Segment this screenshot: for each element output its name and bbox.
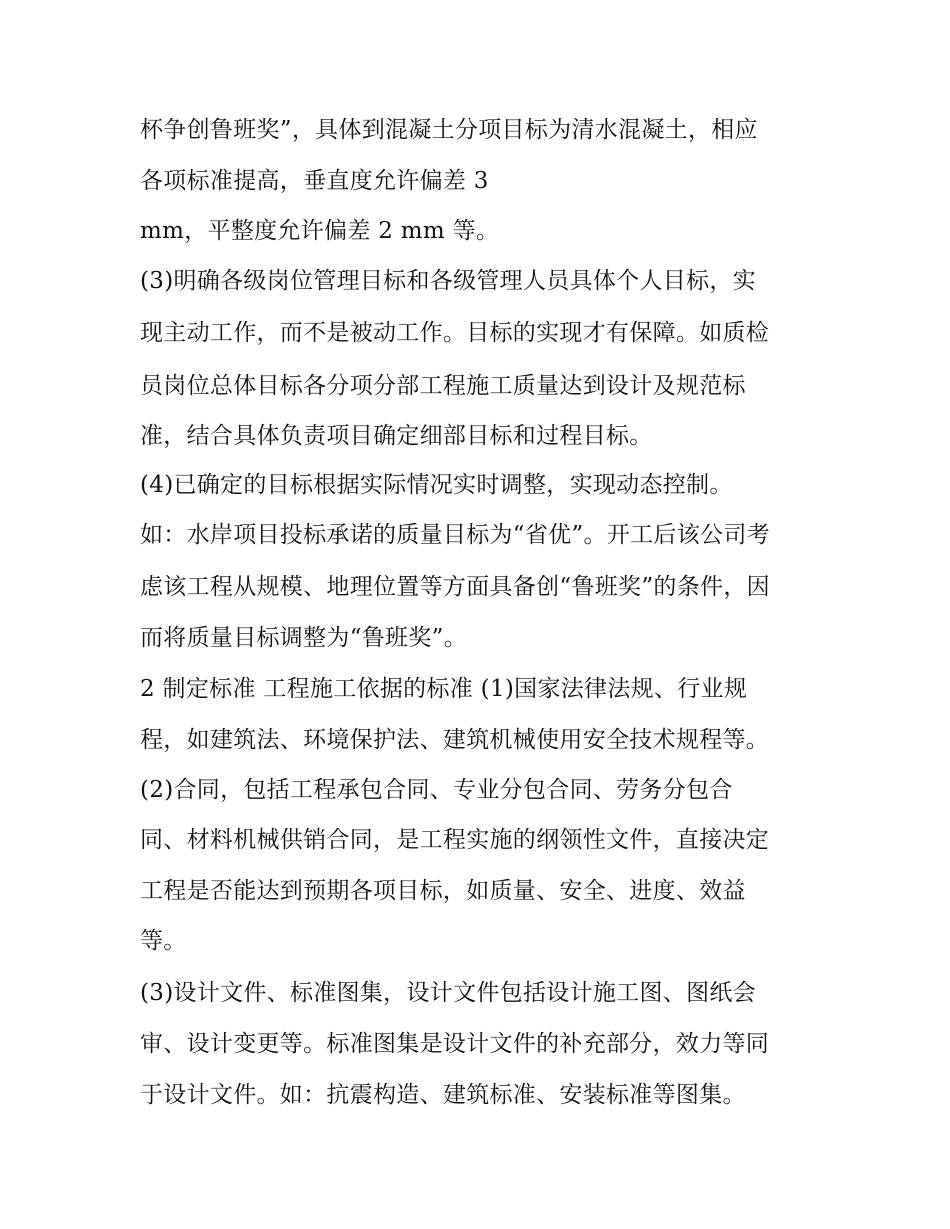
text-line: 同、材料机械供销合同，是工程实施的纲领性文件，直接决定	[140, 827, 770, 853]
text-line: 杯争创鲁班奖”，具体到混凝土分项目标为清水混凝土，相应	[140, 117, 758, 143]
text-line: 而将质量目标调整为“鲁班奖”。	[140, 625, 468, 651]
text-line: 工程是否能达到预期各项目标，如质量、安全、进度、效益	[140, 878, 746, 904]
text-line: 各项标准提高，垂直度允许偏差 3	[140, 168, 489, 194]
text-line: 现主动工作，而不是被动工作。目标的实现才有保障。如质检	[140, 320, 770, 346]
text-line: 准，结合具体负责项目确定细部目标和过程目标。	[140, 423, 653, 449]
text-line: (3)设计文件、标准图集，设计文件包括设计施工图、图纸会	[140, 980, 756, 1006]
text-line: 审、设计变更等。标准图集是设计文件的补充部分，效力等同	[140, 1031, 770, 1057]
text-line: 于设计文件。如：抗震构造、建筑标准、安装标准等图集。	[140, 1082, 746, 1108]
text-line: mm，平整度允许偏差 2 mm 等。	[140, 218, 500, 244]
text-line: 员岗位总体目标各分项分部工程施工质量达到设计及规范标	[140, 373, 746, 399]
text-line: 程，如建筑法、环境保护法、建筑机械使用安全技术规程等。	[140, 727, 770, 753]
text-line: (4)已确定的目标根据实际情况实时调整，实现动态控制。	[140, 472, 733, 498]
text-line: (2)合同，包括工程承包合同、专业分包合同、劳务分包合	[140, 777, 733, 803]
text-line: 等。	[140, 928, 187, 954]
text-line: 2 制定标准 工程施工依据的标准 (1)国家法律法规、行业规	[140, 676, 748, 702]
text-line: (3)明确各级岗位管理目标和各级管理人员具体个人目标，实	[140, 268, 756, 294]
text-line: 如：水岸项目投标承诺的质量目标为“省优”。开工后该公司考	[140, 522, 770, 548]
text-line: 虑该工程从规模、地理位置等方面具备创“鲁班奖”的条件，因	[140, 574, 770, 600]
